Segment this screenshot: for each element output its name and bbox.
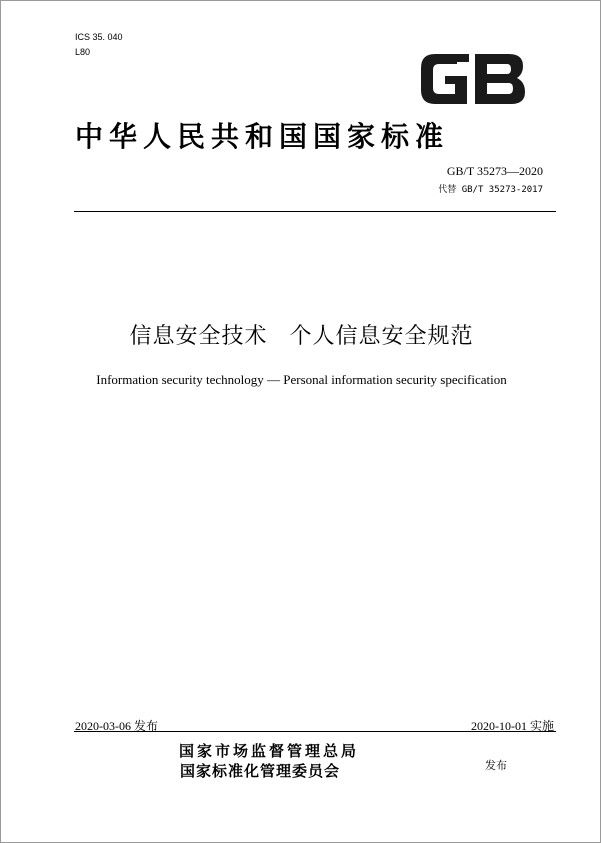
footer-divider: [74, 731, 556, 732]
implementation-date: 2020-10-01 实施: [471, 719, 554, 733]
standard-title: 中华人民共和国国家标准: [75, 120, 450, 153]
ccs-code: L80: [75, 47, 91, 57]
issuer-sac: 国家标准化管理委员会: [180, 762, 341, 780]
document-title-cn-part1: 信息安全技术: [129, 324, 268, 349]
publish-label: 发布: [485, 759, 507, 772]
document-title-cn-part2: 个人信息安全规范: [289, 324, 474, 349]
document-title-cn: [1, 319, 601, 350]
document-title-en: Information security technology — Personal information security specification: [96, 372, 507, 387]
header-divider: [74, 211, 556, 212]
replaces-standard: 代替 GB/T 35273-2017: [438, 185, 543, 195]
issuer-samr: 国家市场监督管理总局: [179, 742, 360, 760]
issue-date: 2020-03-06 发布: [75, 719, 158, 733]
ics-code: ICS 35. 040: [75, 32, 123, 42]
gb-logo: [417, 48, 527, 110]
standard-number: GB/T 35273—2020: [446, 164, 543, 178]
